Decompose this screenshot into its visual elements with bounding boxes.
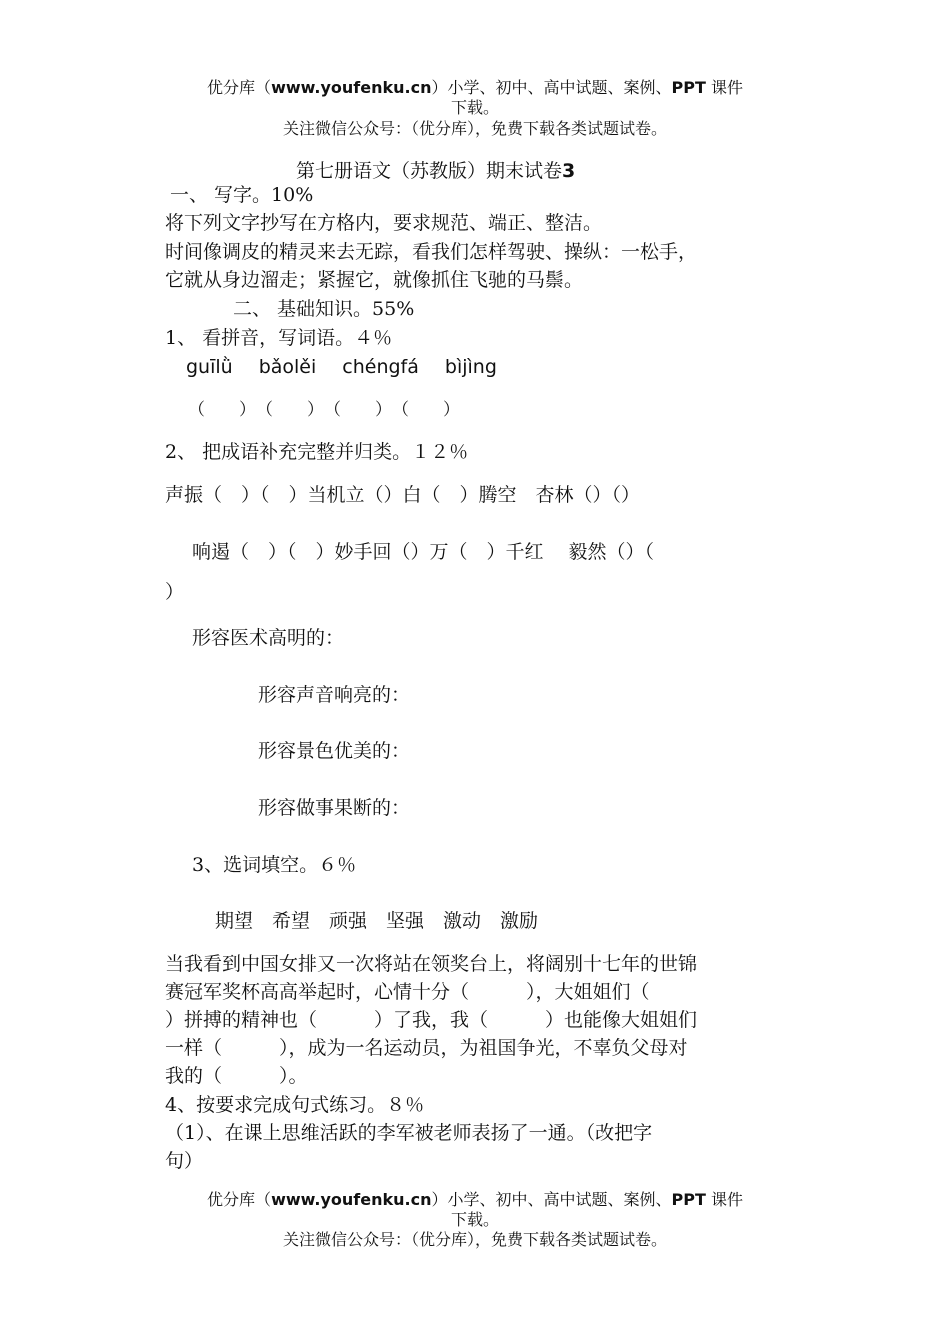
header-suffix: 课件 [705,78,743,97]
q4-item-1: （1）、在课上思维活跃的李军被老师表扬了一通。（改把字 [165,1122,653,1144]
title-text: 第七册语文（苏教版）期末试卷 [296,160,563,182]
q2-heading: 2、 把成语补充完整并归类。１２％ [165,441,469,463]
header-prefix: 优分库（ [207,78,272,97]
footer-ppt-label: PPT [671,1190,706,1209]
q3-paragraph-1: 当我看到中国女排又一次将站在领奖台上，将阔别十七年的世锦 [165,953,698,975]
section2-heading: 二、 基础知识。55% [233,298,415,320]
footer-line-3: 关注微信公众号：（优分库），免费下载各类试题试卷。 [282,1230,667,1249]
pinyin-word: guīlǜ [186,356,233,378]
footer-prefix: 优分库（ [207,1190,272,1209]
footer-suffix: 课件 [705,1190,743,1209]
idiom-row-1: 声振（ ）（ ）当机立（）白（ ）腾空 杏林（）（） [165,484,641,506]
section1-heading: 一、 写字。10% [170,184,314,206]
category-decisive: 形容做事果断的： [258,797,411,819]
ppt-label: PPT [671,78,706,97]
idiom-row-2: 响遏（ ）（ ）妙手回（）万（ ）千红 毅然（）（ [192,541,655,563]
q4-item-1-cont: 句） [165,1150,204,1172]
pinyin-row [186,353,523,381]
pinyin-word: chéngfá [342,356,419,378]
section1-text-1: 时间像调皮的精灵来去无踪，看我们怎样驾驶、操纵：一松手， [165,241,698,263]
q3-paragraph-5: 我的（ ）。 [165,1065,308,1087]
word-choices: 期望 希望 顽强 坚强 激动 激励 [215,910,539,932]
section1-instruction: 将下列文字抄写在方格内，要求规范、端正、整洁。 [165,212,603,234]
q4-heading: 4、按要求完成句式练习。８％ [165,1094,425,1116]
category-sound: 形容声音响亮的： [258,684,411,706]
site-link[interactable]: www.youfenku.cn [271,78,432,97]
footer-line-1 [0,1190,950,1210]
header-middle: ）小学、初中、高中试题、案例、 [431,78,672,97]
footer-site-link[interactable]: www.youfenku.cn [271,1190,432,1209]
header-line-2: 下载。 [450,98,499,117]
pinyin-word: bǎolěi [258,356,317,378]
q3-paragraph-2: 赛冠军奖杯高高举起时，心情十分（ ），大姐姐们（ [165,981,650,1003]
q3-paragraph-3: ）拼搏的精神也（ ）了我，我（ ）也能像大姐姐们 [165,1009,698,1031]
q1-heading: 1、 看拼音，写词语。４％ [165,327,393,349]
answer-brackets: （ ） （ ） （ ） （ ） [188,400,460,420]
category-medical: 形容医术高明的： [192,627,345,649]
header-line-1 [0,78,950,98]
title-number: 3 [562,160,576,182]
idiom-row-2-cont: ） [165,581,185,603]
footer-line-2: 下载。 [450,1210,499,1229]
footer-middle: ）小学、初中、高中试题、案例、 [431,1190,672,1209]
section1-text-2: 它就从身边溜走；紧握它，就像抓住飞驰的马鬃。 [165,269,584,291]
page-title [296,156,575,183]
header-line-3: 关注微信公众号：（优分库），免费下载各类试题试卷。 [282,119,667,138]
q3-paragraph-4: 一样（ ），成为一名运动员，为祖国争光，不辜负父母对 [165,1037,688,1059]
category-scenery: 形容景色优美的： [258,740,411,762]
pinyin-word: bìjìng [444,356,497,378]
q3-heading: 3、选词填空。６％ [192,854,357,876]
